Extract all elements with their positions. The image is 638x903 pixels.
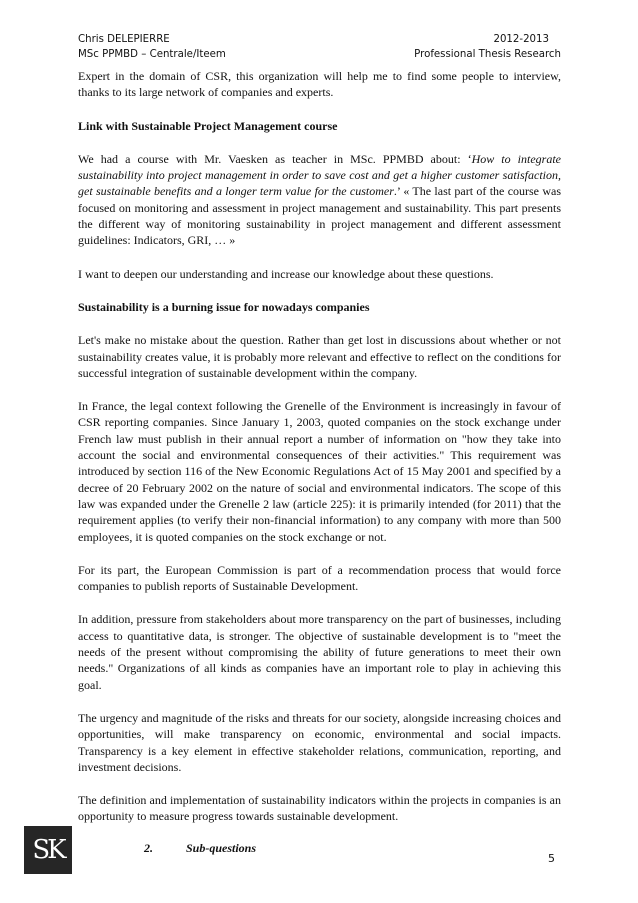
paragraph-2 xyxy=(78,151,561,249)
paragraph-2-start: We had a course with Mr. Vaesken as teacher in MSc. PPMBD about: ‘ xyxy=(78,151,472,166)
paragraph-4: Let's make no mistake about the question. Rather than get lost in discussions about whether or not sustainability creates value, it is probably more relevant and effective to reflect on the conditions for successful integration of sustainable development within the company. xyxy=(78,333,561,380)
subsection-number: 2. xyxy=(144,840,153,855)
paragraph-7: In addition, pressure from stakeholders about more transparency on the part of businesses, including access to quantitative data, is stronger. The objective of sustainable development is to "meet the needs of the present without compromising the ability of future generations to meet their own needs." Organizations of all kinds as companies have an important role to play in achieving this goal. xyxy=(78,612,561,692)
header-row-2 xyxy=(78,47,561,62)
header-program: MSc PPMBD – Centrale/Iteem xyxy=(78,49,226,60)
subsection-heading xyxy=(78,840,561,856)
paragraph-2-end: .’ « The last part of the course was focused on monitoring and assessment in project management and sustainability. This part presents the different way of monitoring sustainability in project management and different assessment guidelines: Indicators, GRI, … » xyxy=(78,184,561,248)
page-header xyxy=(78,32,561,62)
header-doc-type: Professional Thesis Research xyxy=(414,49,561,60)
paragraph-8: The urgency and magnitude of the risks and threats for our society, alongside increasing choices and opportunities, will make transparency on economic, environmental and social impacts. Transparency is a key element in effective stakeholder relations, communication, reporting, and investment decisions. xyxy=(78,710,561,774)
heading-burning-issue: Sustainability is a burning issue for nowadays companies xyxy=(78,299,370,314)
header-author: Chris DELEPIERRE xyxy=(78,34,170,45)
page-number: 5 xyxy=(548,852,555,865)
sk-logo xyxy=(24,826,72,874)
course-title-quote: How to integrate sustainability into project management in order to save cost and get a higher customer satisfaction, get sustainable benefits and a longer term value for the customer xyxy=(78,151,561,199)
header-row-1 xyxy=(78,32,561,47)
paragraph-3: I want to deepen our understanding and increase our knowledge about these questions. xyxy=(78,266,494,281)
body-text xyxy=(78,68,561,856)
paragraph-1: Expert in the domain of CSR, this organization will help me to find some people to interview, thanks to its large network of companies and experts. xyxy=(78,69,561,100)
paragraph-9: The definition and implementation of sustainability indicators within the projects in companies is an opportunity to measure progress towards sustainable development. xyxy=(78,793,561,824)
paragraph-6: For its part, the European Commission is part of a recommendation process that would force companies to publish reports of Sustainable Development. xyxy=(78,562,561,594)
subsection-title: Sub-questions xyxy=(186,840,257,855)
heading-sustainable-pm-course: Link with Sustainable Project Management course xyxy=(78,118,338,133)
logo-text: SK xyxy=(32,835,64,865)
header-year: 2012-2013 xyxy=(493,34,549,45)
paragraph-5: In France, the legal context following the Grenelle of the Environment is increasingly in favour of CSR reporting companies. Since January 1, 2003, quoted companies on the stock exchange under French law must publish in their annual report a number of information on "how they take into account the social and environmental consequences of their activities." This requirement was introduced by section 116 of the New Economic Regulations Act of 15 May 2001 and specified by a decree of 20 February 2002 on the nature of social and environmental indicators. The scope of this law was expanded under the Grenelle 2 law (article 225): it is primarily intended (for 2011) that the requirement applies (to verify their non-financial information) to any company with more than 500 employees, it is quoted companies on the stock exchange or not. xyxy=(78,399,561,544)
